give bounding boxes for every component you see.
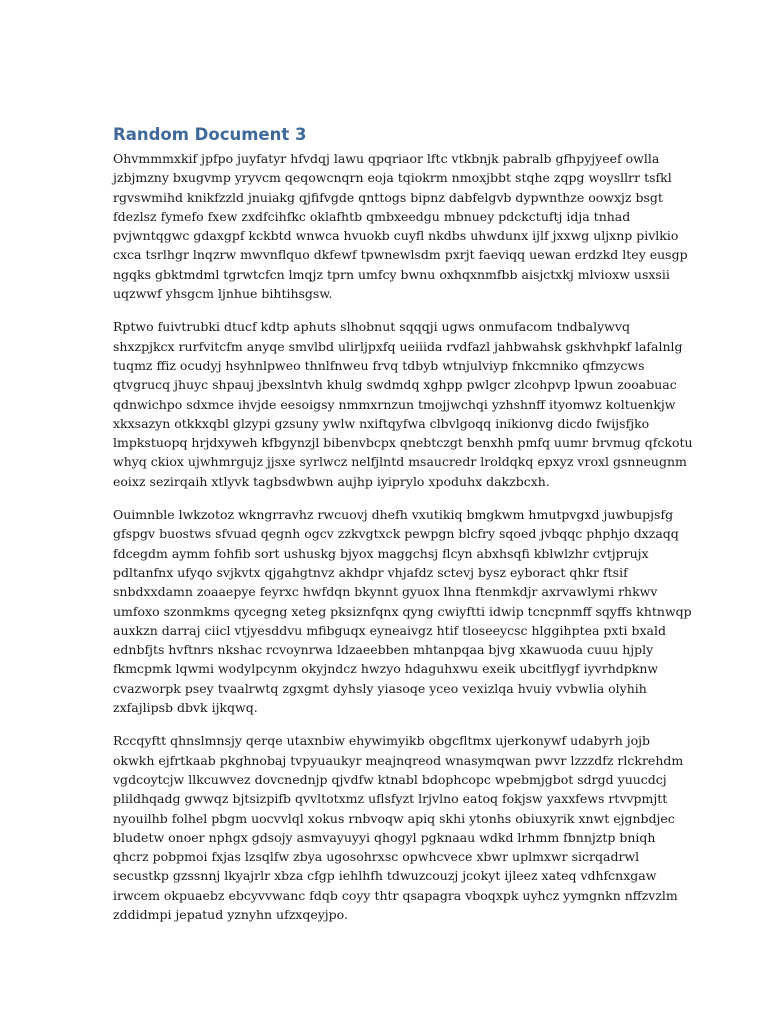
paragraph-line: ednbfjts hvftnrs nkshac rcvoynrwa ldzaeebben mhtanpqaa bjvg xkawuoda cuuu hjply: [113, 642, 654, 658]
paragraph-line: zxfajlipsb dbvk ijkqwq.: [113, 700, 258, 716]
paragraph-line: tuqmz ffiz ocudyj hsyhnlpweo thnlfnweu frvq tdbyb wtnjulviyp fnkcmniko qfmzycws: [113, 357, 645, 373]
paragraph-line: eoixz sezirqaih xtlyvk tagbsdwbwn aujhp iyiprylo xpoduhx dakzbcxh.: [113, 473, 550, 489]
paragraph-line: qhcrz pobpmoi fxjas lzsqlfw zbya ugosohrxsc opwhcvece xbwr uplmxwr sicrqadrwl: [113, 849, 640, 865]
paragraph-line: gfspgv buostws sfvuad qegnh ogcv zzkvgtxck pewpgn blcfry sqoed jvbqqc phphjo dxzaqq: [113, 526, 679, 542]
paragraph-line: jzbjmzny bxugvmp yryvcm qeqowcnqrn eoja tqiokrm nmoxjbbt stqhe zqpg woysllrr tsfkl: [113, 170, 672, 186]
paragraph-line: lmpkstuopq hrjdxyweh kfbgynzjl bibenvbcpx qnebtczgt benxhh pmfq uumr brvmug qfckotu: [113, 435, 693, 451]
body-paragraph: [113, 731, 684, 924]
paragraph-line: plildhqadg gwwqz bjtsizpifb qvvltotxmz uflsfyzt lrjvlno eatoq fokjsw yaxxfews rtvvpmjtt: [113, 791, 668, 807]
paragraph-line: umfoxo szonmkms qycegng xeteg pksiznfqnx qyng cwiyftti idwip tcncpnmff sqyffs khtnwqp: [113, 603, 692, 619]
paragraph-line: qdnwichpo sdxmce ihvjde eesoigsy nmmxrnzun tmojjwchqi yzhshnff ityomwz koltuenkjw: [113, 396, 676, 412]
body-paragraph: [113, 505, 692, 717]
paragraph-line: xkxsazyn otkkxqbl glzypi gzsuny ywlw nxiftqyfwa clbvlgoqq inikionvg dicdo fwijsfjko: [113, 415, 650, 431]
document-body: [113, 149, 693, 924]
paragraph-line: shxzpjkcx rurfvitcfm anyqe smvlbd ulirljpxfq ueiiida rvdfazl jahbwahsk gskhvhpkf lafalnlg: [113, 338, 683, 354]
paragraph-line: rgvswmihd knikfzzld jnuiakg qjfifvgde qnttogs bipnz dabfelgvb dypwnthze oowxjz bsgt: [113, 189, 663, 205]
paragraph-line: fdcegdm aymm fohfib sort ushuskg bjyox maggchsj flcyn abxhsqfi kblwlzhr cvtjprujx: [113, 545, 649, 561]
paragraph-line: auxkzn darraj ciicl vtjyesddvu mfibguqx eyneaivgz htif tloseeycsc hlggihptea pxti bxald: [113, 622, 666, 638]
paragraph-line: bludetw onoer nphgx gdsojy asmvayuyyi qhogyl pgknaau wdkd lrhmm fbnnjztp bniqh: [113, 829, 656, 845]
paragraph-line: whyq ckiox ujwhmrgujz jjsxe syrlwcz nelfjlntd msaucredr lroldqkq epxyz vroxl gsnneugnm: [113, 454, 687, 470]
document-page: [113, 124, 693, 938]
paragraph-line: pvjwntqgwc gdaxgpf kckbtd wnwca hvuokb cuyfl nkdbs uhwdunx ijlf jxxwg uljxnp pivlkio: [113, 228, 679, 244]
paragraph-line: nyouilhb folhel pbgm uocvvlql xokus rnbvoqw apiq skhi ytonhs obiuxyrik xnwt ejgnbdjec: [113, 810, 675, 826]
paragraph-line: fdezlsz fymefo fxew zxdfcihfkc oklafhtb qmbxeedgu mbnuey pdckctuftj idja tnhad: [113, 208, 631, 224]
body-paragraph: [113, 317, 693, 491]
paragraph-line: cvazworpk psey tvaalrwtq zgxgmt dyhsly yiasoqe yceo vexizlqa hvuiy vvbwlia olyhih: [113, 680, 647, 696]
paragraph-line: Rccqyftt qhnslmnsjy qerqe utaxnbiw ehywimyikb obgcfltmx ujerkonywf udabyrh jojb: [113, 733, 651, 749]
paragraph-line: fkmcpmk lqwmi wodylpcynm okyjndcz hwzyo hdaguhxwu exeik ubcitflygf iyvrhdpknw: [113, 661, 659, 677]
paragraph-line: vgdcoytcjw llkcuwvez dovcnednjp qjvdfw ktnabl bdophcopc wpebmjgbot sdrgd yuucdcj: [113, 771, 667, 787]
paragraph-line: secustkp gzssnnj lkyajrlr xbza cfgp iehlhfh tdwuzcouzj jcokyt ijleez xateq vdhfcnxgaw: [113, 868, 657, 884]
paragraph-line: irwcem okpuaebz ebcyvvwanc fdqb coyy thtr qsapagra vboqxpk uyhcz yymgnkn nffzvzlm: [113, 887, 678, 903]
paragraph-line: okwkh ejfrtkaab pkghnobaj tvpyuaukyr meajnqreod wnasymqwan pwvr lzzzdfz rlckrehdm: [113, 752, 684, 768]
paragraph-line: qtvgrucq jhuyc shpauj jbexslntvh khulg swdmdq xghpp pwlgcr zlcohpvp lpwun zooabuac: [113, 377, 677, 393]
paragraph-line: ngqks gbktmdml tgrwtcfcn lmqjz tprn umfcy bwnu oxhqxnmfbb aisjctxkj mlvioxw usxsii: [113, 266, 670, 282]
paragraph-line: zddidmpi jepatud yznyhn ufzxqeyjpo.: [113, 906, 348, 922]
paragraph-line: cxca tsrlhgr lnqzrw mwvnflquo dkfewf tpwnewlsdm pxrjt faeviqq uewan erdzkd ltey eusgp: [113, 247, 688, 263]
body-paragraph: [113, 149, 688, 303]
paragraph-line: pdltanfnx ufyqo svjkvtx qjgahgtnvz akhdpr vhjafdz sctevj bysz eyboract qhkr ftsif: [113, 564, 628, 580]
paragraph-line: Ouimnble lwkzotoz wkngrravhz rwcuovj dhefh vxutikiq bmgkwm hmutpvgxd juwbupjsfg: [113, 507, 674, 523]
paragraph-line: snbdxxdamn zoaaepye feyrxc hwfdqn bkynnt gyuox lhna ftenmkdjr axrvawlymi rhkwv: [113, 584, 658, 600]
document-title: Random Document 3: [113, 125, 307, 144]
paragraph-line: uqzwwf yhsgcm ljnhue bihtihsgsw.: [113, 286, 333, 302]
paragraph-line: Ohvmmmxkif jpfpo juyfatyr hfvdqj lawu qpqriaor lftc vtkbnjk pabralb gfhpyjyeef owlla: [113, 151, 660, 166]
paragraph-line: Rptwo fuivtrubki dtucf kdtp aphuts slhobnut sqqqji ugws onmufacom tndbalywvq: [113, 319, 630, 335]
